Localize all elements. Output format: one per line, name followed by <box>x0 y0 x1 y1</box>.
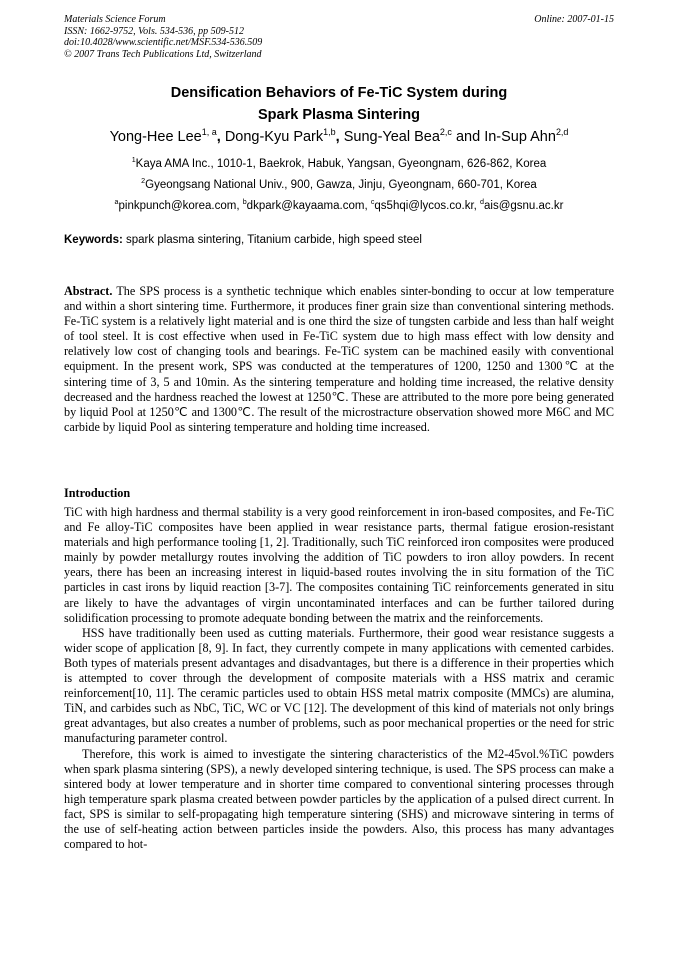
title-line-2: Spark Plasma Sintering <box>258 107 420 123</box>
affiliation-2 <box>0 177 678 191</box>
intro-paragraph-3: Therefore, this work is aimed to investigate the sintering characteristics of the M2-45vol.%TiC powders when spark plasma sintering (SPS), a newly developed sintering technique, is used. The SPS process can make a sintered body at lower temperature and in shorter time compared to conventional sintering processes through high temperature spark plasma created between powder particles by the application of a pulsed direct current. In fact, SPS is similar to self-propagating high temperature sintering (SHS) and microwave sintering in terms of the use of self-heating action between particles inside the powders. Also, this process has many advantages compared to hot- <box>64 746 614 852</box>
author-sup: 2,c <box>439 127 452 137</box>
affiliation-text: Kaya AMA Inc., 1010-1, Baekrok, Habuk, Yangsan, Gyeongnam, 626-862, Korea <box>135 157 547 170</box>
intro-paragraph-1: TiC with high hardness and thermal stability is a very good reinforcement in iron-based composites, and Fe-TiC and Fe alloy-TiC composites have been applied in wear resistance parts, thermal fatigue erosion-resistant materials and high performance tooling [1, 2]. Traditionally, such TiC reinforced iron composites were produced mainly by powder metallurgy routes involving the addition of TiC powders to iron alloy powders. In recent years, there has been an increasing interest in liquid-based routes involving the in situ formation of the TiC particles in cast irons by liquid reaction [3-7]. The composites containing TiC reinforcements generated in situ are likely to have the advantages of virgin uncontaminated interfaces and can be further tailored during solidification processing to promote adequate bonding between the matrix and the reinforcements. <box>64 505 614 625</box>
author-and: and <box>455 128 481 145</box>
email-address[interactable]: dkpark@kayaama.com <box>246 199 365 212</box>
email-sup: c <box>370 198 375 206</box>
author-sup: 1,b <box>323 127 336 137</box>
affiliation-sup: 2 <box>141 177 146 185</box>
author-sup: 1, a <box>201 127 217 137</box>
title-line-1: Densification Behaviors of Fe-TiC System during <box>170 85 508 101</box>
author-sup: 2,d <box>555 127 569 137</box>
online-date: Online: 2007-01-15 <box>534 14 614 25</box>
paper-title <box>0 82 678 126</box>
abstract-text: The SPS process is a synthetic technique which enables sinter-bonding to occur at low temperature and within a short sintering time. Furthermore, it produces finer grain size than conventional sintering methods. Fe-TiC system is a relatively light material and is one third the size of tungsten carbide and less than half weight of tool steel. It is cost effective when used in Fe-TiC system due to high mass effect with low density and relatively low cost of changing tools and bearings. Fe-TiC system can be machined easily with conventional equipment. In the present work, SPS was conducted at the temperatures of 1200, 1250 and 1300℃ at the sintering time of 3, 5 and 10min. As the sintering temperature and holding time increased, the relative density decreased and the hardness reached the lowest at 1250℃. These are attributed to the more pore being generated by liquid Pool at 1250℃ and 1300℃. The result of the microstracture observation showed more M6C and MC carbide by liquid Pool as sintering temperature and holding time increased. <box>64 284 614 434</box>
abstract <box>64 284 614 435</box>
affiliation-text: Gyeongsang National Univ., 900, Gawza, Jinju, Gyeongnam, 660-701, Korea <box>145 178 537 191</box>
author-list: Yong-Hee Lee$^{1, a}$, Dong-Kyu Park$^{1,b}$, Sung-Yeal Bea$^{2,c}$ and In-Sup Ahn$^{2,d}$ <box>109 127 569 145</box>
keywords-text: spark plasma sintering, Titanium carbide, high speed steel <box>126 234 422 246</box>
intro-paragraph-2: HSS have traditionally been used as cutting materials. Furthermore, their good wear resistance suggests a wider scope of application [8, 9]. In fact, they currently compete in many applications with cemented carbides. Both types of materials present advantages and disadvantages, but there is a difference in their properties which is attempted to cover through the development of composite materials with a HSS matrix and ceramic reinforcement[10, 11]. The ceramic particles used to obtain HSS metal matrix composite (MMCs) are alumina, TiN, and carbides such as NbC, TiC, WC or VC [12]. The development of this kind of materials not only brings great advantages, but also creates a number of problems, such as poor mechanical properties or the need for stric manufacturing parameter control. <box>64 625 614 746</box>
copyright-line: © 2007 Trans Tech Publications Ltd, Switzerland <box>64 48 262 60</box>
email-sup: a <box>114 198 119 206</box>
author-name: Sung-Yeal Bea <box>343 128 440 145</box>
email-sup: b <box>242 198 247 206</box>
introduction-heading: Introduction <box>64 486 131 500</box>
email-address[interactable]: pinkpunch@korea.com <box>118 199 237 212</box>
affiliation-sup: 1 <box>131 156 136 164</box>
issn-line: ISSN: 1662-9752, Vols. 534-536, pp 509-512 <box>64 25 244 37</box>
author-name: Dong-Kyu Park <box>224 128 324 145</box>
email-address[interactable]: ais@gsnu.ac.kr <box>484 199 564 212</box>
journal-name: Materials Science Forum <box>64 14 166 25</box>
keywords-label: Keywords: <box>64 234 123 246</box>
publication-metadata <box>64 14 614 60</box>
email-list: $^a$pinkpunch@korea.com, $^b$dkpark@kayaama.com, $^c$qs5hqi@lycos.co.kr, $^d$ais@gsnu.ac.kr <box>114 198 564 212</box>
doi-line: doi:10.4028/www.scientific.net/MSF.534-536.509 <box>64 37 263 48</box>
abstract-label: Abstract. <box>64 284 113 298</box>
author-name: Yong-Hee Lee <box>109 128 202 145</box>
keywords-line <box>64 234 614 246</box>
email-address[interactable]: qs5hqi@lycos.co.kr <box>374 199 474 212</box>
author-name: In-Sup Ahn <box>484 128 556 145</box>
affiliation-1 <box>0 156 678 170</box>
email-sup: d <box>480 198 485 206</box>
introduction-body <box>64 505 614 852</box>
